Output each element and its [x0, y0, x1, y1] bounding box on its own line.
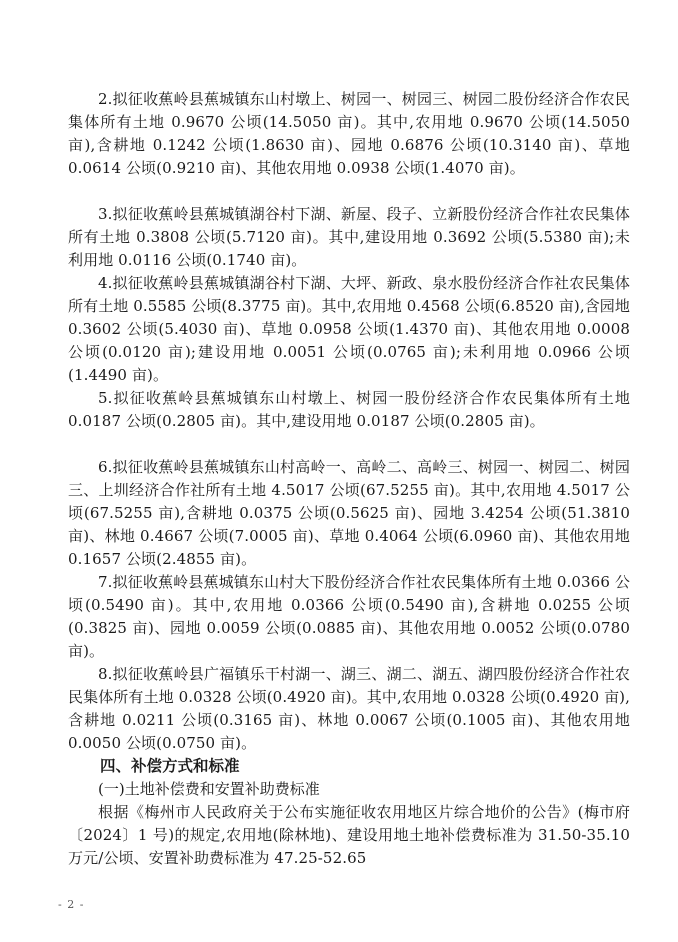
paragraph-item-3: 3.拟征收蕉岭县蕉城镇湖谷村下湖、新屋、段子、立新股份经济合作社农民集体所有土地 0.3808 公顷(5.7120 亩)。其中,建设用地 0.3692 公顷(5.5380 亩);未利用地 0.0116 公顷(0.1740 亩)。: [68, 205, 630, 269]
paragraph-item-8: 8.拟征收蕉岭县广福镇乐干村湖一、湖三、湖二、湖五、湖四股份经济合作社农民集体所有土地 0.0328 公顷(0.4920 亩)。其中,农用地 0.0328 公顷(0.4920 亩),含耕地 0.0211 公顷(0.3165 亩)、林地 0.0067 公顷(0.1005 亩)、其他农用地 0.0050 公顷(0.0750 亩)。: [68, 665, 630, 752]
section-heading: 四、补偿方式和标准: [100, 757, 240, 775]
subsection-heading: (一)土地补偿费和安置补助费标准: [98, 780, 320, 798]
paragraph-item-6: 6.拟征收蕉岭县蕉城镇东山村高岭一、高岭二、高岭三、树园一、树园二、树园三、上圳经济合作社所有土地 4.5017 公顷(67.5255 亩)。其中,农用地 4.5017 公顷(67.5255 亩),含耕地 0.0375 公顷(0.5625 亩)、园地 3.4254 公顷(51.3810 亩)、林地 0.4667 公顷(7.0005 亩)、草地 0.4064 公顷(6.0960 亩)、其他农用地 0.1657 公顷(2.4855 亩)。: [68, 458, 630, 568]
page-number: - 2 -: [58, 898, 85, 911]
paragraph-item-2: 2.拟征收蕉岭县蕉城镇东山村墩上、树园一、树园三、树园二股份经济合作农民集体所有土地 0.9670 公顷(14.5050 亩)。其中,农用地 0.9670 公顷(14.5050 亩),含耕地 0.1242 公顷(1.8630 亩)、园地 0.6876 公顷(10.3140 亩)、草地 0.0614 公顷(0.9210 亩)、其他农用地 0.0938 公顷(1.4070 亩)。: [68, 90, 630, 177]
paragraph-item-7: 7.拟征收蕉岭县蕉城镇东山村大下股份经济合作社农民集体所有土地 0.0366 公顷(0.5490 亩)。其中,农用地 0.0366 公顷(0.5490 亩),含耕地 0.0255 公顷(0.3825 亩)、园地 0.0059 公顷(0.0885 亩)、其他农用地 0.0052 公顷(0.0780 亩)。: [68, 573, 630, 660]
compensation-paragraph: 根据《梅州市人民政府关于公布实施征收农用地区片综合地价的公告》(梅市府〔2024〕1 号)的规定,农用地(除林地)、建设用地土地补偿费标准为 31.50-35.10 万元/公顷、安置补助费标准为 47.25-52.65: [68, 803, 630, 867]
paragraph-item-4: 4.拟征收蕉岭县蕉城镇湖谷村下湖、大坪、新政、泉水股份经济合作社农民集体所有土地 0.5585 公顷(8.3775 亩)。其中,农用地 0.4568 公顷(6.8520 亩),含园地 0.3602 公顷(5.4030 亩)、草地 0.0958 公顷(1.4370 亩)、其他农用地 0.0008 公顷(0.0120 亩);建设用地 0.0051 公顷(0.0765 亩);未利用地 0.0966 公顷(1.4490 亩)。: [68, 274, 630, 384]
paragraph-item-5: 5.拟征收蕉岭县蕉城镇东山村墩上、树园一股份经济合作农民集体所有土地 0.0187 公顷(0.2805 亩)。其中,建设用地 0.0187 公顷(0.2805 亩)。: [68, 389, 630, 430]
